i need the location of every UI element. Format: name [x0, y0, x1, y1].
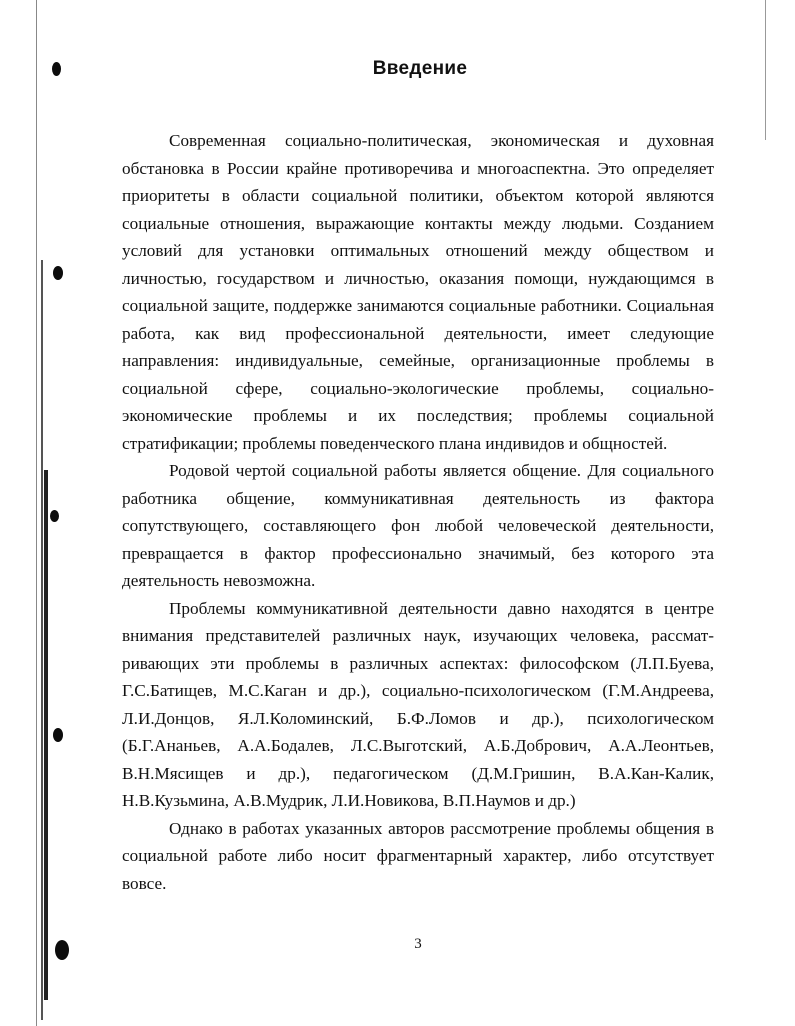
paragraph: Проблемы коммуникативной деятельности давно находятся в центре внимания представителей различных наук, изучающих человека, рассмат-ривающих эти проблемы в различных аспектах: философском (Л.П.Буева, Г.С.Батищев, М.С.Каган и др.), социально-психологическом (Г.М.Андреева, Л.И.Донцов, Я.Л.Коломинский, Б.Ф.Ломов и др.), психологическом (Б.Г.Ананьев, А.А.Бодалев, Л.С.Выготский, А.Б.Добрович, А.А.Леонтьев, В.Н.Мясищев и др.), педагогическом (Д.М.Гришин, В.А.Кан-Калик, Н.В.Кузьмина, А.В.Мудрик, Л.И.Новикова, В.П.Наумов и др.): [122, 598, 714, 810]
scan-binding-shadow: [41, 260, 43, 1020]
paragraph: Родовой чертой социальной работы является общение. Для социального работника общение, коммуникативная деятельность из фактора сопутствующего, составляющего фон любой человеческой деятельности, превращается в фактор профессионально значимый, без которого эта деятельность невозможна.: [122, 461, 714, 590]
punch-hole-mark: [50, 510, 59, 522]
punch-hole-mark: [53, 728, 63, 742]
scan-binding-edge: [36, 0, 37, 1026]
punch-hole-mark: [53, 266, 63, 280]
page-number: 3: [414, 936, 422, 952]
paragraph: Современная социально-политическая, экономическая и духовная обстановка в России крайне противоречива и многоаспектна. Это определяет приоритеты в области социальной политики, объектом которой являются социальные отношения, выражающие контакты между людьми. Созданием условий для установки оптимальных отношений между обществом и личностью, государством и личностью, оказания помощи, нуждающимся в социальной защите, поддержке занимаются социальные работники. Социальная работа, как вид профессиональной деятельности, имеет следующие направления: индивидуальные, семейные, организационные проблемы в социальной сфере, социально-экологические проблемы, социально-экономические проблемы и их последствия; проблемы социальной стратификации; проблемы поведенческого плана индивидов и общностей.: [122, 131, 714, 453]
paragraph: Однако в работах указанных авторов рассмотрение проблемы общения в социальной работе либо носит фрагментарный характер, либо отсутствует вовсе.: [122, 818, 714, 893]
scan-binding-bar: [44, 470, 48, 1000]
body-text: [122, 127, 714, 897]
page-title: Введение: [372, 58, 468, 79]
